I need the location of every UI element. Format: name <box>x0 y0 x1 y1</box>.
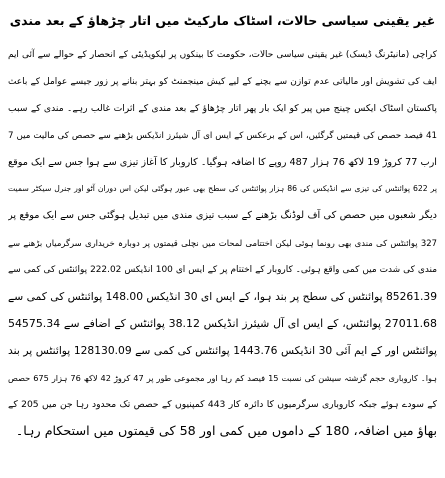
body-line: مندی کی شدت میں کمی واقع ہوئی۔ کاروبار کے اختتام پر کے ایس ای 100 انڈیکس 222.02 پوائنٹس کی کمی سے <box>8 265 437 276</box>
body-line: 327 پوائنٹس کی مندی بھی رونما ہوئی لیکن اختتامی لمحات میں نچلی قیمتوں پر دوبارہ خریداری سرگرمیاں بڑھنے سے <box>8 238 437 249</box>
body-line: ارب 77 کروڑ 19 لاکھ 76 ہزار 487 روپے کا اضافہ ہوگیا۔ کاروبار کا آغاز تیزی سے ہوا جس سے ایک موقع <box>8 156 437 168</box>
body-line: کے سودے ہوئے جبکہ کاروباری سرگرمیوں کا دائرہ کار 443 کمپنیوں کے حصص تک محدود رہا جن میں 205 کے <box>8 398 437 410</box>
body-line: پر 622 پوائنٹس کی تیزی سے انڈیکس کی 86 ہزار پوائنٹس کی سطح بھی عبور ہوگئی لیکن اس دوران آٹو اور جنرل سیکٹر سمیت <box>8 184 437 194</box>
body-line: 41 فیصد حصص کی قیمتیں گرگئیں، اس کے برعکس کے ایس ای آل شیئرز انڈیکس بڑھنے سے حصص کی مالیت میں 7 <box>8 130 437 141</box>
body-line: پوائنٹس اور کے ایم آئی 30 انڈیکس 1443.76 پوائنٹس کی کمی سے 128130.09 پوائنٹس پر بند <box>8 343 437 357</box>
body-line: 27011.68 پوائنٹس، کے ایس ای آل شیئرز انڈیکس 38.12 پوائنٹس کے اضافے سے 54575.34 <box>8 316 437 330</box>
body-line: دیگر شعبوں میں حصص کی آف لوڈنگ بڑھنے کے سبب تیزی مندی میں تبدیل ہوگئی جس سے ایک موقع پر <box>8 210 437 222</box>
headline: غیر یقینی سیاسی حالات، اسٹاک مارکیٹ میں اتار چڑھاؤ کے بعد مندی <box>9 13 436 28</box>
body-line: ہوا۔ کاروباری حجم گزشتہ سیشن کی نسبت 15 فیصد کم رہا اور مجموعی طور پر 47 کروڑ 42 لاکھ 76 ہزار 675 حصص <box>8 372 437 383</box>
article-body <box>8 42 437 445</box>
body-line: 85261.39 پوائنٹس کی سطح پر بند ہوا، کے ایس ای 30 انڈیکس 148.00 پوائنٹس کی کمی سے <box>8 290 437 304</box>
body-line: ایف کی تشویش اور مالیاتی عدم توازن سے بچنے کے لیے کیش مینجمنٹ کو بہتر بنانے پر زور جیسے عوامل کے باعث <box>8 76 437 87</box>
body-line: پاکستان اسٹاک ایکس چینج میں پیر کو ایک بار پھر اتار چڑھاؤ کے بعد مندی کے اثرات غالب رہے۔ مندی کے سبب <box>8 102 437 114</box>
body-line: بھاؤ میں اضافہ، 180 کے داموں میں کمی اور 58 کی قیمتوں میں استحکام رہا۔ <box>15 423 437 439</box>
body-line: کراچی (مانیٹرنگ ڈیسک) غیر یقینی سیاسی حالات، حکومت کا بینکوں پر لیکویڈیٹی کے انحصار کے حوالے سے آئی ایم <box>8 50 437 60</box>
